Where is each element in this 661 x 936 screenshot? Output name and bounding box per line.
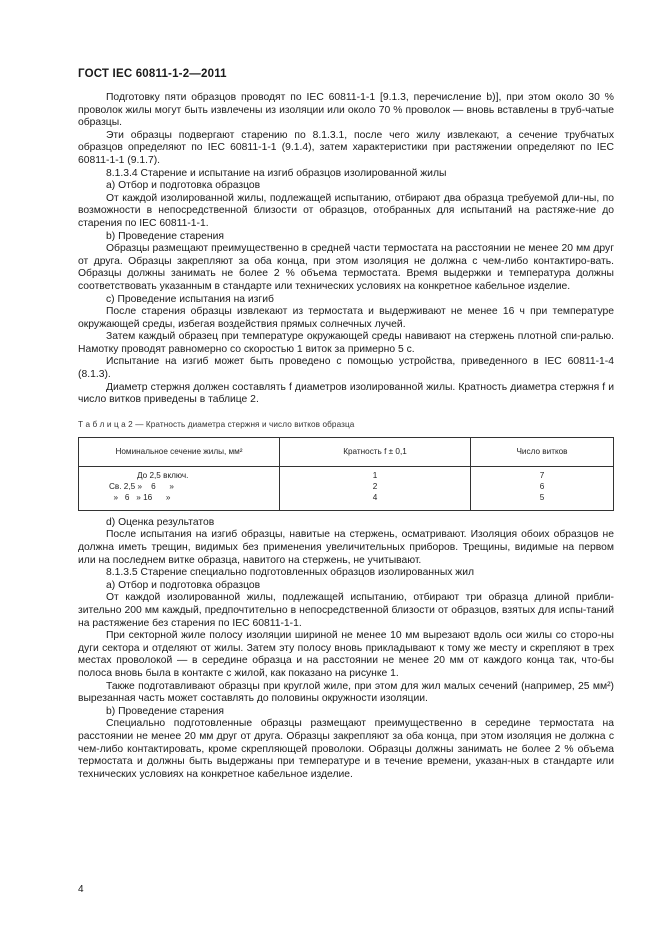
table-value: Св. 2,5 » 6 » bbox=[109, 482, 174, 492]
document-header: ГОСТ IEC 60811-1-2—2011 bbox=[78, 68, 227, 80]
table-value: 7 bbox=[539, 471, 545, 481]
paragraph: От каждой изолированной жилы, подлежащей испытанию, отбирают два образца требуемой дли-ны, по возможности в непосредственной близости от образцов, отобранных для испытаний на растяже-ние до старения по IEC 60811-1-1. bbox=[78, 192, 614, 229]
table-cell-ratio bbox=[280, 467, 471, 510]
paragraph: После старения образцы извлекают из термостата и выдерживают не менее 16 ч при температуре окружающей среды, избегая воздействия прямых солнечных лучей. bbox=[78, 306, 614, 330]
table-2 bbox=[78, 437, 614, 510]
paragraph: Затем каждый образец при температуре окружающей среды навивают на стержень плотной спи-ралью. Намотку проводят равномерно со скоростью 1 виток за примерно 5 с. bbox=[78, 331, 614, 355]
paragraph: b) Проведение старения bbox=[106, 230, 224, 242]
paragraph: При секторной жиле полосу изоляции шириной не менее 10 мм вырезают вдоль оси жилы со сторо-ны дуги сектора и отделяют от жилы. Затем эту полосу вновь прикладывают к тому же месту и скрепляют в трех местах проволокой — в середине образца и на расстоянии не менее 20 мм от каждого конца так, что-бы полоса вновь была в контакте с жилой, как показано на рисунке 1. bbox=[78, 630, 614, 679]
paragraph: После испытания на изгиб образцы, навитые на стержень, осматривают. Изоляция обоих образцов не должна иметь трещин, видимых без применения увеличительных приборов. Трещины, видимые на первом или на последнем витке образца, навитого на стержень, не учитывают. bbox=[78, 529, 614, 566]
table-header-ratio: Кратность f ± 0,1 bbox=[280, 438, 471, 467]
paragraph: а) Отбор и подготовка образцов bbox=[106, 579, 261, 591]
paragraphs-top bbox=[78, 92, 614, 407]
table-value: 6 bbox=[539, 482, 545, 492]
table-header-nominal: Номинальное сечение жилы, мм² bbox=[79, 438, 280, 467]
paragraphs-bottom bbox=[78, 517, 614, 781]
table-caption: Т а б л и ц а 2 — Кратность диаметра стержня и число витков образца bbox=[78, 419, 355, 429]
table-row bbox=[79, 467, 614, 510]
paragraph: b) Проведение старения bbox=[106, 705, 224, 717]
paragraph: Диаметр стержня должен составлять f диаметров изолированной жилы. Кратность диаметра стержня f и число витков приведены в таблице 2. bbox=[78, 381, 614, 406]
paragraph: а) Отбор и подготовка образцов bbox=[106, 180, 261, 192]
paragraph: Образцы размещают преимущественно в средней части термостата на расстоянии не менее 20 мм друг от друга. Образцы закрепляют за оба конца, при этом изоляция не должна с чем-либо контактиро-вать. Образцы должны занимать не более 2 % объема термостата. Время выдержки и температура должны соответствовать указанным в стандарте или технических условиях на конкретное кабельное изделие. bbox=[78, 243, 614, 292]
paragraph: d) Оценка результатов bbox=[106, 516, 215, 528]
table-value: 2 bbox=[372, 482, 378, 492]
table-cell-nominal bbox=[79, 467, 280, 510]
table-value: 5 bbox=[539, 493, 545, 503]
table-value: » 6 » 16 » bbox=[109, 493, 171, 503]
table-value: 4 bbox=[372, 493, 378, 503]
paragraph: 8.1.3.5 Старение специально подготовленных образцов изолированных жил bbox=[106, 567, 475, 579]
table-cell-turns bbox=[471, 467, 614, 510]
table-header-row bbox=[79, 438, 614, 467]
paragraph: Специально подготовленные образцы размещают преимущественно в середине термостата на расстоянии не менее 20 мм друг от друга. Образцы закрепляют за оба конца, при этом изоляция не должна с чем-либо контактировать, кроме скрепляющей проволоки. Образцы должны занимать не более 2 % объема термостата и должны быть выдержаны при температуре и в течение времени, указан-ных в стандарте или технических условиях на конкретное кабельное изделие. bbox=[78, 718, 614, 780]
paragraph: От каждой изолированной жилы, подлежащей испытанию, отбирают три образца длиной прибли-зительно 200 мм каждый, предпочтительно в непосредственной близости от образцов, взятых для испы-таний на растяжение без старения по IEC 60811-1-1. bbox=[78, 592, 614, 629]
paragraph: с) Проведение испытания на изгиб bbox=[106, 293, 274, 305]
table-header-turns: Число витков bbox=[471, 438, 614, 467]
table-value: До 2,5 включ. bbox=[137, 471, 189, 481]
paragraph: Также подготавливают образцы при круглой жиле, при этом для жил малых сечений (например, 25 мм²) вырезанная часть может составлять до половины окружности изоляции. bbox=[78, 680, 614, 705]
table-value: 1 bbox=[372, 471, 378, 481]
paragraph: Испытание на изгиб может быть проведено с помощью устройства, приведенного в IEC 60811-1-4 (8.1.3). bbox=[78, 356, 614, 381]
paragraph: Эти образцы подвергают старению по 8.1.3.1, после чего жилу извлекают, а сечение трубчатых образцов определяют по IEC 60811-1-1 (9.1.4), затем характеристики при растяжении определяют по IEC 60811-1-1 (9.1.7). bbox=[78, 129, 614, 166]
paragraph: Подготовку пяти образцов проводят по IEC 60811-1-1 [9.1.3, перечисление b)], при этом около 30 % проволок жилы могут быть извлечены из изоляции или около 70 % проволок — вновь вставлены в труб-чатые образцы. bbox=[78, 92, 614, 129]
page-number: 4 bbox=[78, 884, 84, 895]
document-body bbox=[78, 92, 614, 781]
paragraph: 8.1.3.4 Старение и испытание на изгиб образцов изолированной жилы bbox=[106, 167, 447, 179]
